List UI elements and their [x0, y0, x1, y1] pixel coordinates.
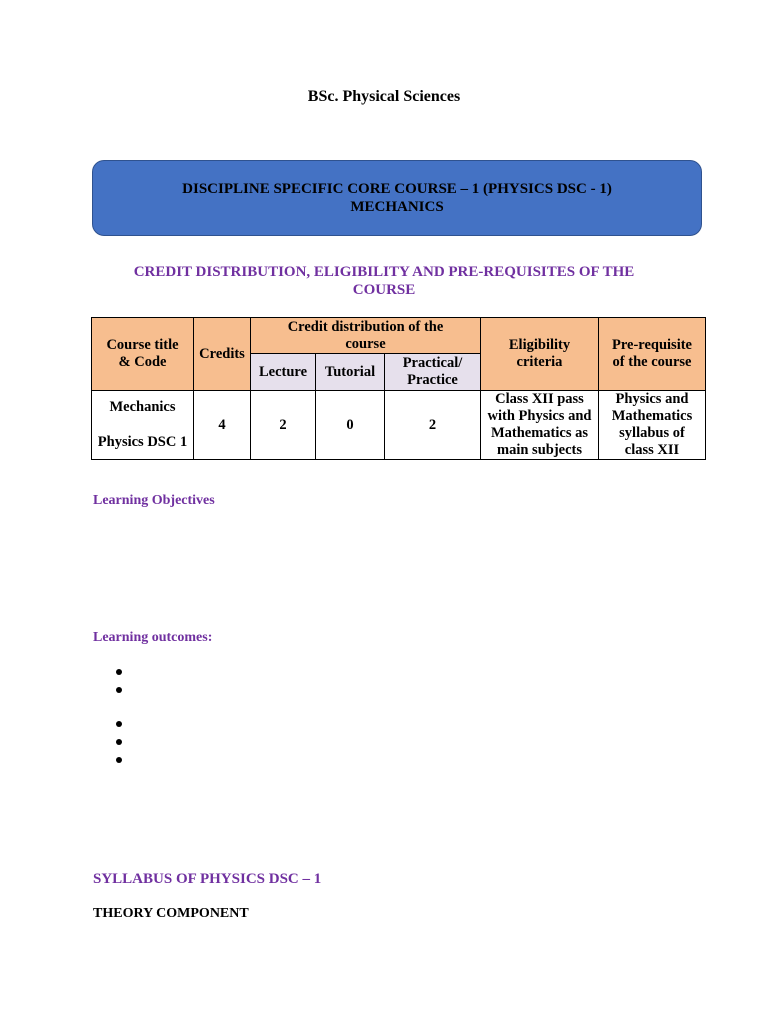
course-code: Physics DSC 1 [97, 434, 188, 450]
bullet-point [116, 739, 122, 745]
prereq-line3: syllabus of [619, 425, 685, 441]
header-course-title-line1: Course title [106, 337, 179, 353]
credit-section-heading [92, 263, 676, 299]
prereq-line4: class XII [624, 442, 680, 458]
header-credit-dist-line1: Credit distribution of the [287, 318, 444, 335]
theory-component-heading: THEORY COMPONENT [93, 906, 249, 921]
credit-heading-line1: CREDIT DISTRIBUTION, ELIGIBILITY AND PRE-REQUISITES OF THE [133, 264, 635, 280]
header-practical [385, 354, 481, 391]
bullet-point [116, 669, 122, 675]
eligibility-line3: Mathematics as [490, 425, 589, 441]
cell-tutorial: 0 [316, 391, 385, 460]
header-lecture: Lecture [251, 354, 316, 391]
header-course-title [92, 318, 194, 391]
header-credit-distribution [251, 318, 481, 354]
banner-line-course: DISCIPLINE SPECIFIC CORE COURSE – 1 (PHYSICS DSC - 1) [182, 181, 612, 197]
header-prereq-line1: Pre-requisite [612, 337, 692, 353]
table-row [92, 391, 706, 460]
header-eligibility-line2: criteria [516, 354, 563, 370]
course-name: Mechanics [109, 399, 176, 415]
cell-lecture: 2 [251, 391, 316, 460]
cell-prerequisite [599, 391, 706, 460]
course-banner [92, 160, 702, 236]
header-credits: Credits [194, 318, 251, 391]
cell-eligibility [481, 391, 599, 460]
cell-practical: 2 [385, 391, 481, 460]
banner-line-subject: MECHANICS [350, 199, 444, 215]
header-prerequisite [599, 318, 706, 391]
eligibility-line2: with Physics and [487, 408, 592, 424]
bullet-point [116, 721, 122, 727]
eligibility-line1: Class XII pass [495, 391, 584, 407]
header-eligibility [481, 318, 599, 391]
header-practical-line1: Practical/ [402, 355, 463, 371]
bullet-point [116, 757, 122, 763]
prereq-line2: Mathematics [611, 408, 693, 424]
learning-outcomes-heading: Learning outcomes: [93, 630, 213, 645]
document-title: BSc. Physical Sciences [307, 88, 461, 105]
credit-heading-line2: COURSE [352, 282, 416, 298]
credit-distribution-table [91, 317, 706, 460]
header-eligibility-line1: Eligibility [508, 337, 571, 353]
syllabus-heading: SYLLABUS OF PHYSICS DSC – 1 [93, 871, 322, 887]
cell-course [92, 391, 194, 460]
bullet-point [116, 687, 122, 693]
eligibility-line4: main subjects [497, 442, 582, 458]
header-prereq-line2: of the course [612, 354, 692, 370]
learning-objectives-heading: Learning Objectives [93, 493, 215, 508]
cell-credits: 4 [194, 391, 251, 460]
header-tutorial: Tutorial [316, 354, 385, 391]
prereq-line1: Physics and [615, 391, 689, 407]
header-practical-line2: Practice [407, 372, 458, 388]
header-credit-dist-line2: course [345, 335, 386, 352]
header-course-title-line2: & Code [118, 354, 167, 370]
